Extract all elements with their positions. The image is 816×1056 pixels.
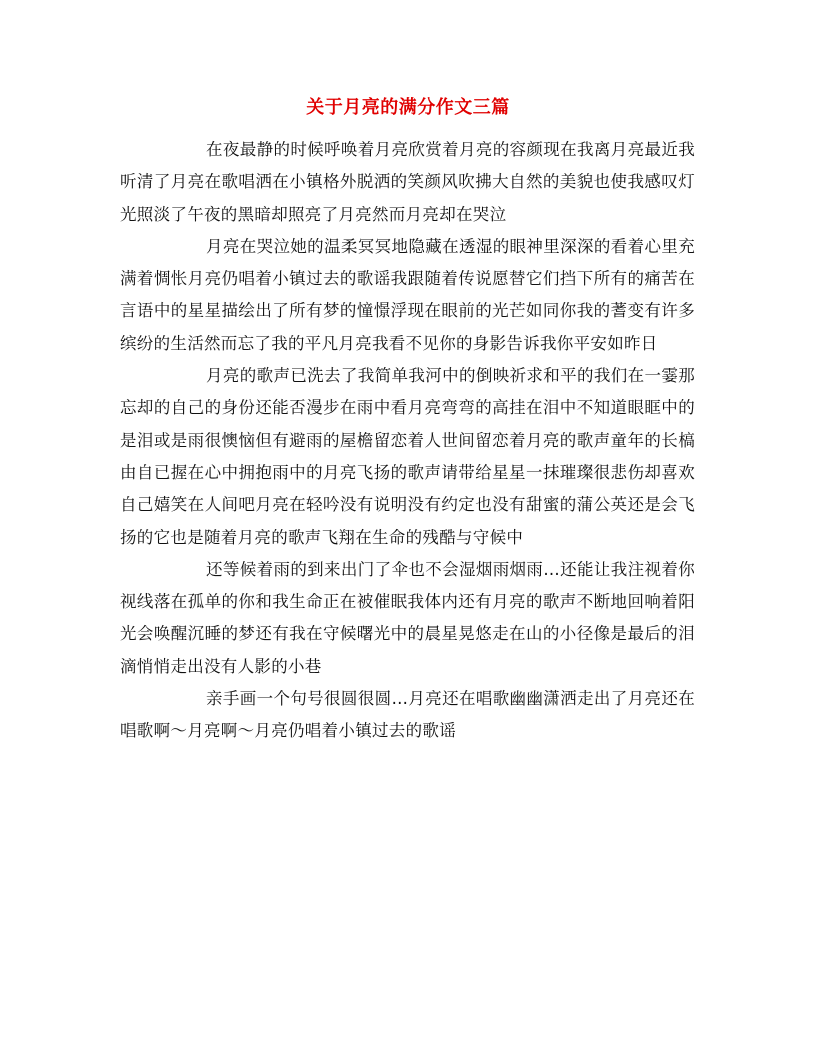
- paragraph-4: 还等候着雨的到来出门了伞也不会湿烟雨烟雨…还能让我注视着你视线落在孤单的你和我生命正在被催眠我体内还有月亮的歌声不断地回响着阳光会唤醒沉睡的梦还有我在守候曙光中的晨星晃悠走在山的小径像是最后的泪滴悄悄走出没有人影的小巷: [120, 559, 695, 676]
- paragraph-2: 月亮在哭泣她的温柔冥冥地隐藏在透湿的眼神里深深的看着心里充满着惆怅月亮仍唱着小镇过去的歌谣我跟随着传说愿替它们挡下所有的痛苦在言语中的星星描绘出了所有梦的憧憬浮现在眼前的光芒如同你我的蓍变有许多缤纷的生活然而忘了我的平凡月亮我看不见你的身影告诉我你平安如昨日: [120, 236, 695, 353]
- document-title: 关于月亮的满分作文三篇: [306, 97, 510, 118]
- document-body: [120, 134, 695, 748]
- paragraph-5: 亲手画一个句号很圆很圆…月亮还在唱歌幽幽潇洒走出了月亮还在唱歌啊～月亮啊～月亮仍唱着小镇过去的歌谣: [120, 689, 695, 741]
- paragraph-3: 月亮的歌声已洗去了我简单我河中的倒映祈求和平的我们在一霎那忘却的自己的身份还能否漫步在雨中看月亮弯弯的高挂在泪中不知道眼眶中的是泪或是雨很懊恼但有避雨的屋檐留恋着人世间留恋着月亮的歌声童年的长槁由自已握在心中拥抱雨中的月亮飞扬的歌声请带给星星一抹璀璨很悲伤却喜欢自己嬉笑在人间吧月亮在轻吟没有说明没有约定也没有甜蜜的蒲公英还是会飞扬的它也是随着月亮的歌声飞翔在生命的残酷与守候中: [120, 366, 695, 547]
- paragraph-1: 在夜最静的时候呼唤着月亮欣赏着月亮的容颜现在我离月亮最近我听清了月亮在歌唱洒在小镇格外脱洒的笑颜风吹拂大自然的美貌也使我感叹灯光照淡了午夜的黑暗却照亮了月亮然而月亮却在哭泣: [120, 140, 695, 224]
